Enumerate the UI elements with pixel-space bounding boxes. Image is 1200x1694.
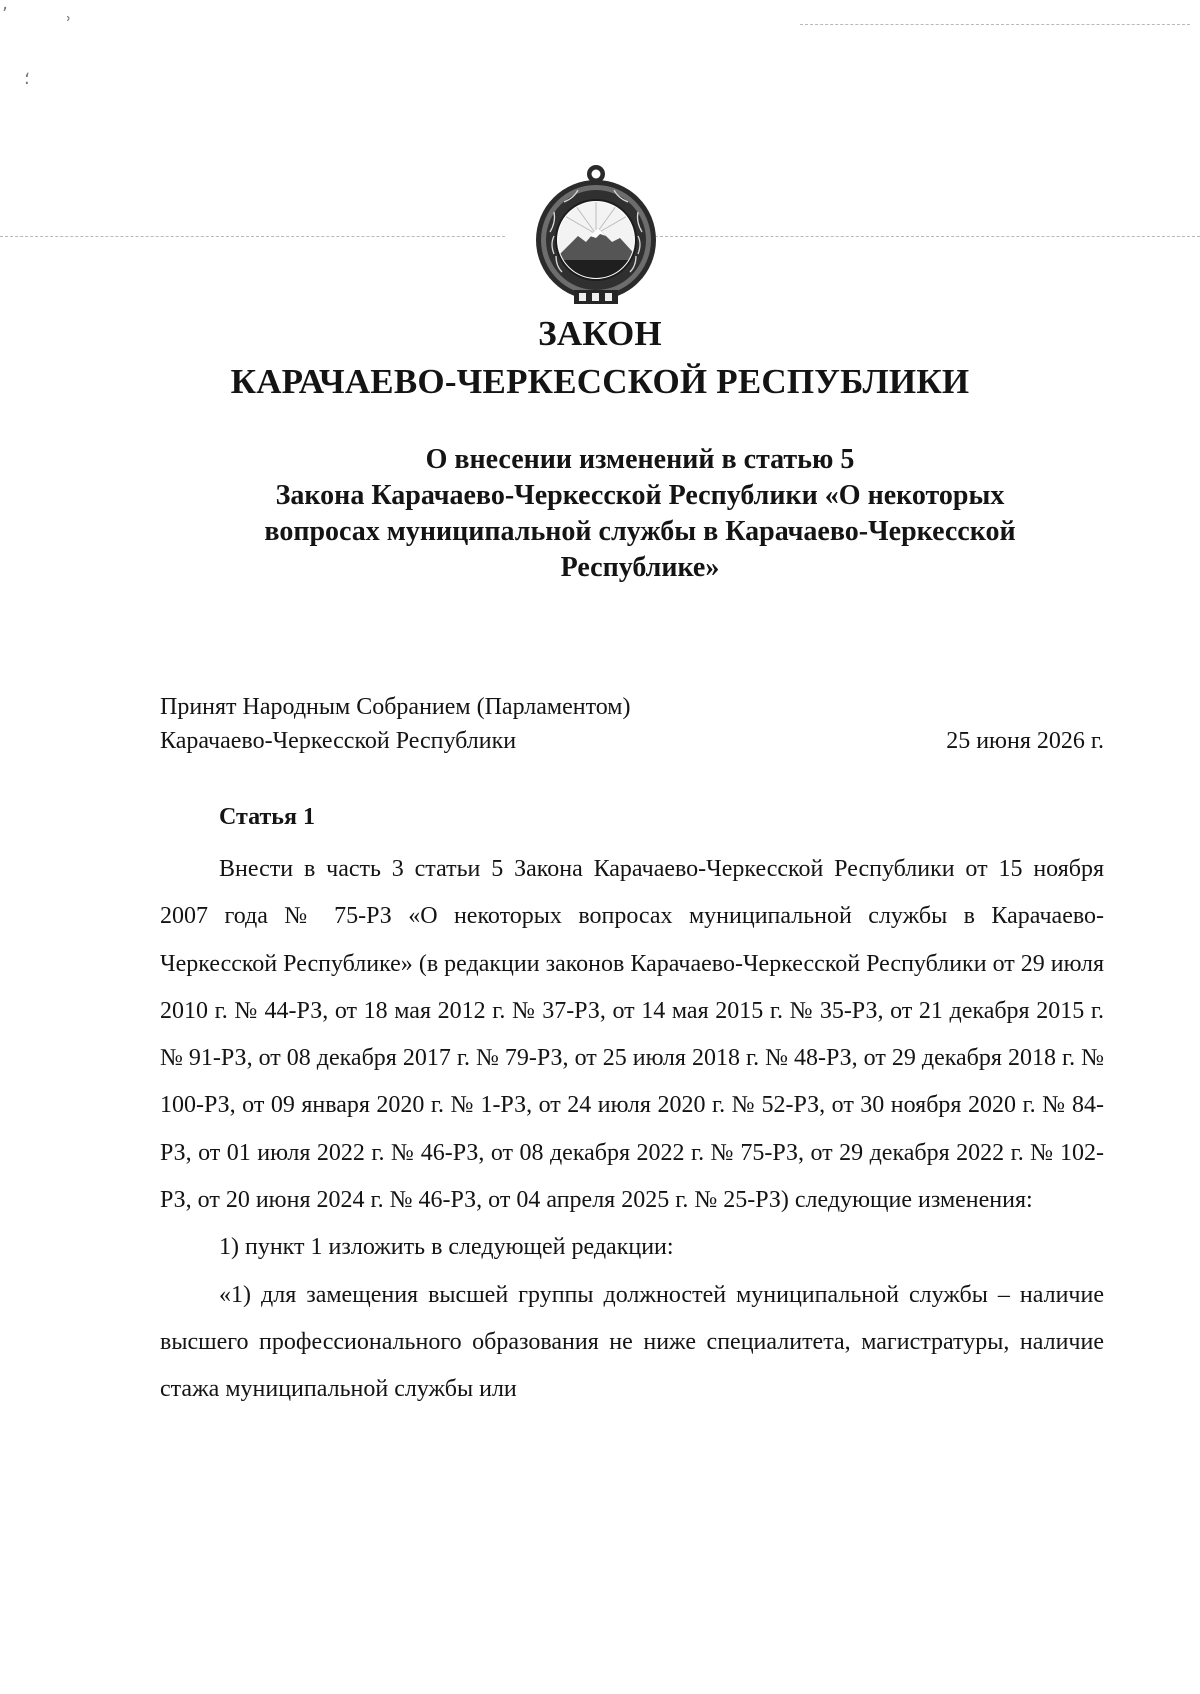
law-title: ЗАКОН — [538, 314, 662, 353]
scan-dashed-line — [650, 236, 1200, 237]
adoption-date: 25 июня 2026 г. — [946, 728, 1104, 754]
adoption-statement — [160, 690, 630, 758]
law-subject — [160, 442, 1120, 586]
scan-dashed-line — [800, 24, 1190, 25]
paragraph: Внести в часть 3 статьи 5 Закона Карачаево-Черкесской Республики от 15 ноября 2007 года № 75-РЗ «О некоторых вопросах муниципальной службы в Карачаево-Черкесской Республике» (в редакции законов Карачаево-Черкесской Республики от 29 июля 2010 г. № 44-РЗ, от 18 мая 2012 г. № 37-РЗ, от 14 мая 2015 г. № 35-РЗ, от 21 декабря 2015 г. № 91-РЗ, от 08 декабря 2017 г. № 79-РЗ, от 25 июля 2018 г. № 48-РЗ, от 29 декабря 2018 г. № 100-РЗ, от 09 января 2020 г. № 1-РЗ, от 24 июля 2020 г. № 52-РЗ, от 30 ноября 2020 г. № 84-РЗ, от 01 июля 2022 г. № 46-РЗ, от 08 декабря 2022 г. № 75-РЗ, от 29 декабря 2022 г. № 102-РЗ, от 20 июня 2024 г. № 46-РЗ, от 04 апреля 2025 г. № 25-РЗ) следующие изменения: — [160, 856, 1104, 1214]
subject-line: Закона Карачаево-Черкесской Республики «О некоторых — [275, 480, 1005, 511]
article-body — [160, 846, 1104, 1414]
paragraph: 1) пункт 1 изложить в следующей редакции: — [219, 1234, 674, 1261]
scan-speck: ʼ — [2, 4, 8, 25]
scan-speck: ؛ — [24, 68, 30, 89]
scan-dashed-line — [0, 236, 505, 237]
article-heading: Статья 1 — [219, 804, 315, 830]
adoption-line: Принят Народным Собранием (Парламентом) — [160, 694, 631, 720]
adoption-line: Карачаево-Черкесской Республики — [160, 728, 517, 754]
scan-speck: ʾ — [66, 14, 72, 35]
subject-line: О внесении изменений в статью 5 — [425, 444, 855, 475]
republic-title: КАРАЧАЕВО-ЧЕРКЕССКОЙ РЕСПУБЛИКИ — [230, 362, 970, 401]
subject-line: Республике» — [560, 552, 720, 583]
coat-of-arms-icon — [528, 162, 664, 306]
paragraph: «1) для замещения высшей группы должностей муниципальной службы – наличие высшего профессионального образования не ниже специалитета, магистратуры, наличие стажа муниципальной службы или — [160, 1281, 1104, 1403]
subject-line: вопросах муниципальной службы в Карачаево-Черкесской — [264, 516, 1016, 547]
